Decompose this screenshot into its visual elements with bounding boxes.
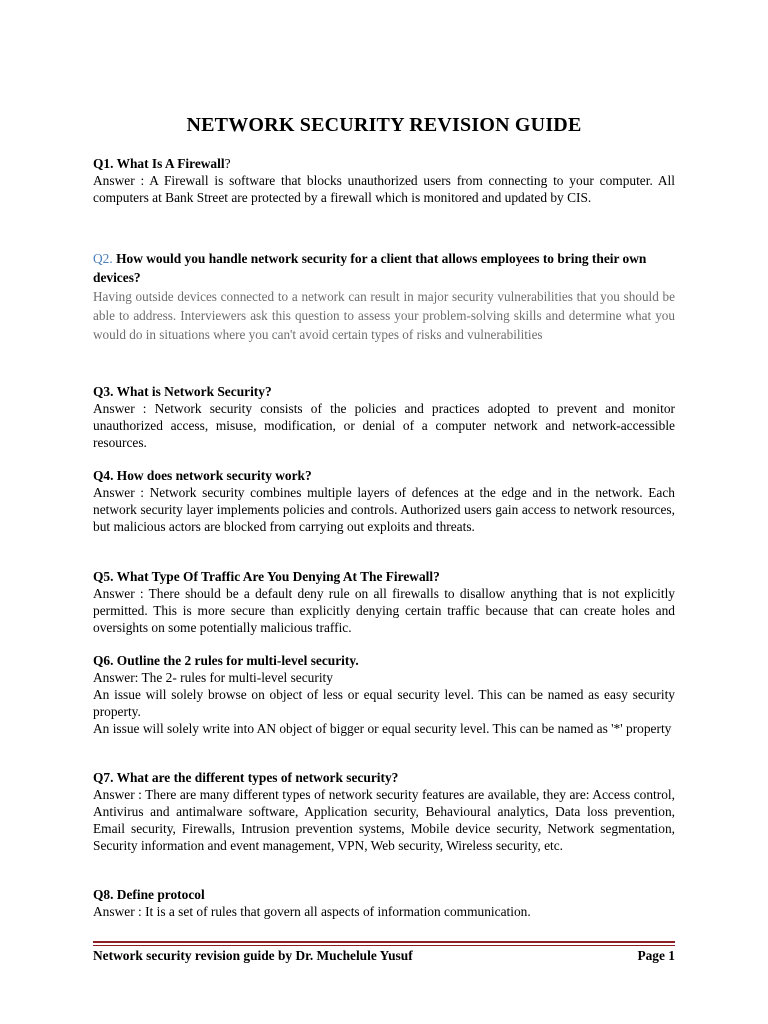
footer-rule-thin xyxy=(93,945,675,946)
answer-text: Answer : A Firewall is software that blocks unauthorized users from connecting to your computer. All computers at Bank Street are protected by a firewall which is monitored and updated by CIS. xyxy=(93,173,675,205)
question-block-6 xyxy=(93,652,675,737)
answer-line: Answer: The 2- rules for multi-level security xyxy=(93,670,333,685)
question-heading: Q6. Outline the 2 rules for multi-level security. xyxy=(93,653,359,668)
question-heading: Q1. What Is A Firewall? xyxy=(93,156,231,171)
question-heading: Q4. How does network security work? xyxy=(93,468,312,483)
question-number: Q2. xyxy=(93,251,113,266)
question-block-3 xyxy=(93,383,675,451)
question-block-2 xyxy=(93,249,675,344)
question-heading: Q8. Define protocol xyxy=(93,887,205,902)
answer-line: An issue will solely write into AN object of bigger or equal security level. This can be named as '*' property xyxy=(93,721,672,736)
question-heading: Q2. How would you handle network security for a client that allows employees to bring their own devices? xyxy=(93,251,647,285)
page-number: Page 1 xyxy=(637,948,675,963)
answer-text: Answer : There should be a default deny rule on all firewalls to disallow anything that is not explicitly permitted. This is more secure than explicitly denying certain traffic because that can create holes and oversights on some potentially malicious traffic. xyxy=(93,586,675,635)
question-block-8 xyxy=(93,886,675,920)
question-block-5 xyxy=(93,568,675,636)
question-block-7 xyxy=(93,769,675,854)
document-title: NETWORK SECURITY REVISION GUIDE xyxy=(186,114,582,136)
question-heading: Q3. What is Network Security? xyxy=(93,384,272,399)
answer-text: Answer : Network security combines multiple layers of defences at the edge and in the network. Each network security layer implements policies and controls. Authorized users gain access to network resources, but malicious actors are blocked from carrying out exploits and threats. xyxy=(93,485,675,534)
footer-author: Network security revision guide by Dr. Muchelule Yusuf xyxy=(93,948,413,963)
document-page xyxy=(93,0,675,1024)
answer-text: Having outside devices connected to a network can result in major security vulnerabilities that you should be able to address. Interviewers ask this question to assess your problem-solving skills and determine what you would do in situations where you can't avoid certain types of risks and vulnerabilities xyxy=(93,289,675,342)
answer-text: Answer : There are many different types of network security features are available, they are: Access control, Antivirus and antimalware software, Application security, Behavioural analytics, Data loss prevention, Email security, Firewalls, Intrusion prevention systems, Mobile device security, Network segmentation, Security information and event management, VPN, Web security, Wireless security, etc. xyxy=(93,787,675,853)
question-block-4 xyxy=(93,467,675,535)
answer-text: Answer : It is a set of rules that govern all aspects of information communication. xyxy=(93,904,531,919)
question-block-1 xyxy=(93,155,675,206)
answer-line: An issue will solely browse on object of less or equal security level. This can be named as easy security property. xyxy=(93,687,675,719)
question-heading: Q5. What Type Of Traffic Are You Denying At The Firewall? xyxy=(93,569,440,584)
answer-text: Answer : Network security consists of the policies and practices adopted to prevent and monitor unauthorized access, misuse, modification, or denial of a computer network and network-accessible resources. xyxy=(93,401,675,450)
question-heading: Q7. What are the different types of network security? xyxy=(93,770,399,785)
footer-rule xyxy=(93,941,675,943)
